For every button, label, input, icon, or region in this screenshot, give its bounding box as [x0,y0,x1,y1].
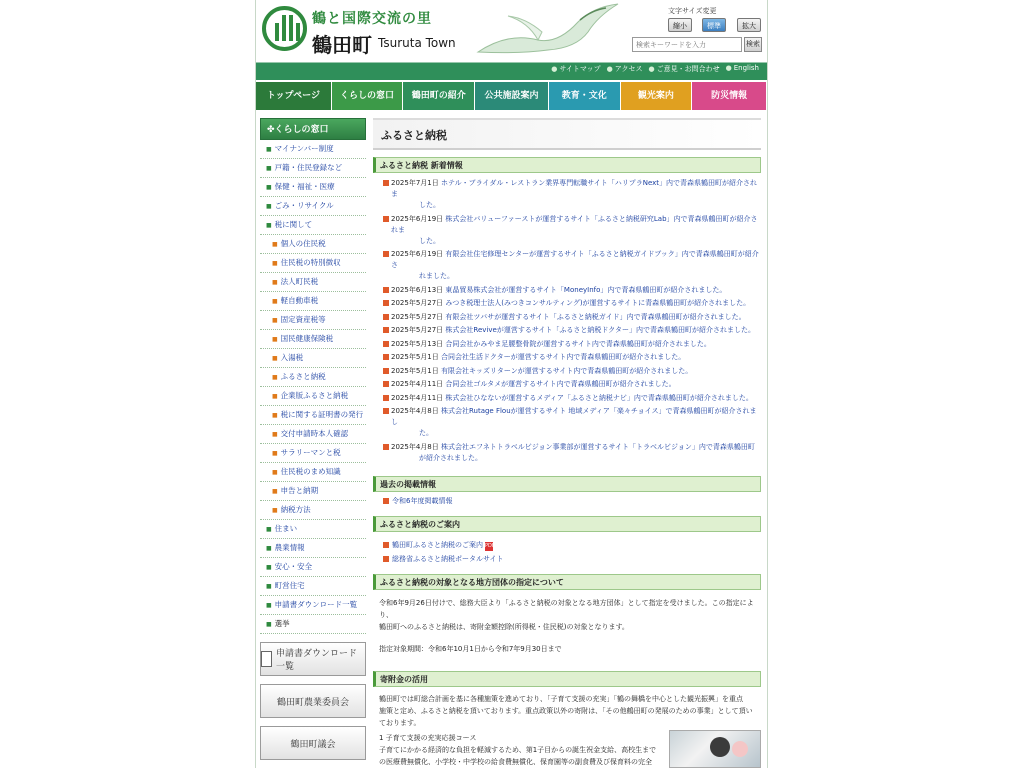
nav-disaster[interactable]: 防災情報 [692,82,767,110]
news-text: 株式会社Reviveが運営するサイト「ふるさと納税ドクター」内で青森県鶴田町が紹介されました。 [445,326,756,334]
square-bullet-icon: ■ [272,488,278,495]
news-item[interactable] [383,214,761,247]
global-nav [256,80,767,110]
news-text: 合同会社生活ドクターが運営するサイト内で青森県鶴田町が紹介されました。 [440,353,686,361]
news-item[interactable] [383,352,761,363]
news-item[interactable] [383,178,761,211]
bullet-icon [383,251,389,257]
fontsize-label: 文字サイズ変更 [668,7,717,15]
site-header [256,0,767,80]
news-text-cont: た。 [419,429,433,437]
sidebar-item-label: 入湯税 [280,353,304,362]
page-container [255,0,768,768]
diamond-icon: ✤ [267,125,275,135]
news-date: 2025年5月27日 [391,299,444,307]
site-name[interactable]: 鶴田町 [312,33,372,57]
bullet-icon [383,395,389,401]
news-text-cont: が紹介されました。 [419,453,482,462]
usage-heading: 寄附金の活用 [373,671,761,687]
square-bullet-icon: ■ [272,469,278,476]
sidebar-item[interactable] [260,159,366,178]
sidebar-item[interactable] [260,463,366,482]
search-button[interactable]: 検索 [744,37,762,52]
nav-living[interactable]: くらしの窓口 [332,82,404,110]
square-bullet-icon: ■ [272,412,278,419]
square-bullet-icon: ■ [272,507,278,514]
sidebar-item-label: 固定資産税等 [280,315,326,324]
sidebar-item[interactable] [260,520,366,539]
sidebar-item-label: マイナンバー制度 [274,144,334,153]
sidebar-item[interactable] [260,235,366,254]
sidebar-item[interactable] [260,406,366,425]
fontsize-large-button[interactable]: 拡大 [737,18,761,32]
bullet-icon [383,341,389,347]
document-icon [261,651,272,667]
news-text: 有限会社住宅修理センターが運営するサイト「ふるさと納税ガイドブック」内で青森県鶴田町が紹介さ [391,250,759,269]
news-text: 合同会社かみやま足腰整骨院が運営するサイト内で青森県鶴田町が紹介されました。 [445,339,711,348]
sidebar-item[interactable] [260,197,366,216]
bullet-icon [383,408,389,414]
square-bullet-icon: ■ [272,450,278,457]
sidebar-list [260,140,366,634]
square-bullet-icon: ■ [272,260,278,267]
news-date: 2025年4月11日 [391,380,444,388]
news-text: 株式会社ひなないが運営するメディア「ふるさと納税ナビ」内で青森県鶴田町が紹介されました。 [445,393,753,402]
news-item[interactable] [383,442,761,464]
pdf-icon: PDF [485,542,495,549]
sidebar-item[interactable] [260,254,366,273]
sidebar-item[interactable] [260,178,366,197]
arrow-icon: ● [606,65,613,73]
sidebar-item-label: 企業版ふるさと納税 [280,391,349,400]
square-bullet-icon: ■ [266,564,272,571]
sidebar-item-label: 税に関する証明書の発行 [280,410,364,419]
bullet-icon [383,216,389,222]
sidebar-item-label: 個人の住民税 [280,239,326,248]
square-bullet-icon: ■ [272,241,278,248]
news-date: 2025年4月8日 [391,407,439,415]
crane-illustration-icon [468,2,628,60]
square-bullet-icon: ■ [266,602,272,609]
sidebar-item[interactable] [260,596,366,615]
square-bullet-icon: ■ [272,431,278,438]
usage-text-line: 施策と定め、ふるさと納税を頂いております。重点政策以外の寄附は、「その他鶴田町の発展のための事業」として頂い [379,706,753,715]
sitemap-link[interactable]: ● サイトマップ [551,65,601,73]
sidebar-item-label: 税に関して [274,220,313,229]
news-date: 2025年5月13日 [391,339,444,348]
designation-heading: ふるさと納税の対象となる地方団体の指定について [373,574,761,590]
news-date: 2025年5月1日 [391,366,439,375]
agriculture-committee-banner[interactable]: 鶴田町農業委員会 [260,684,366,718]
header-links [551,64,759,74]
news-item[interactable] [383,312,761,323]
square-bullet-icon: ■ [272,317,278,324]
usage-text-line: 鶴田町では町総合計画を基に各種施策を進めており、「子育て支援の充実」「鶴の舞橋を中心とした観光振興」を重点 [379,694,743,703]
square-bullet-icon: ■ [266,222,272,229]
news-text: 東晶貿易株式会社が運営するサイト「MoneyInfo」内で青森県鶴田町が紹介されました。 [445,285,727,294]
sidebar-item-label: 安心・安全 [274,562,313,571]
news-item[interactable] [383,339,761,350]
news-text: 株式会社Rutage Flouが運営するサイト 地域メディア「楽々チョイス」で青森県鶴田町が紹介されまし [391,407,757,426]
news-text-cont: れました。 [419,272,454,280]
sidebar-item[interactable] [260,387,366,406]
bullet-icon [383,381,389,387]
news-date: 2025年6月19日 [391,250,444,258]
site-name-en[interactable]: Tsuruta Town [378,36,456,50]
town-assembly-banner[interactable]: 鶴田町議会 [260,726,366,760]
download-banner[interactable]: 申請書ダウンロード一覧 [260,642,366,676]
sidebar-item-label: 申告と納期 [280,486,319,495]
fontsize-small-button[interactable]: 縮小 [668,18,692,32]
news-text: 有限会社キッズリターンが運営するサイト内で青森県鶴田町が紹介されました。 [440,366,693,375]
news-heading: ふるさと納税 新着情報 [373,157,761,173]
town-logo-icon[interactable] [262,6,307,51]
news-date: 2025年6月19日 [391,214,444,223]
sidebar-item-label: 法人町民税 [280,277,319,286]
sidebar-item-label: 住民税のまめ知識 [280,467,341,476]
sidebar-item[interactable] [260,615,366,634]
sidebar-item-label: ふるさと納税 [280,372,326,381]
arrow-icon: ● [551,65,558,73]
news-item[interactable] [383,249,761,282]
news-text: みつき税理士法人(みつきコンサルティング)が運営するサイトに青森県鶴田町が紹介されました。 [445,299,751,307]
page-title: ふるさと納税 [373,118,761,150]
site-tagline: 鶴と国際交流の里 [312,11,432,27]
designation-period: 指定対象期間：令和6年10月1日から令和7年9月30日まで [379,644,562,653]
course-text-line: 子育てにかかる経済的な負担を軽減するため、第1子目からの誕生祝金支給、高校生まで [379,745,657,754]
news-text: 合同会社ゴルタメが運営するサイト内で青森県鶴田町が紹介されました。 [445,380,676,388]
sidebar-item[interactable] [260,558,366,577]
sidebar-item[interactable] [260,444,366,463]
nav-top[interactable]: トップページ [256,82,332,110]
sidebar-item[interactable] [260,216,366,235]
news-date: 2025年5月27日 [391,326,444,334]
sidebar-item-label: 国民健康保険税 [280,334,334,343]
sidebar-item-label: ごみ・リサイクル [274,201,334,210]
square-bullet-icon: ■ [266,545,272,552]
course-text-line: の医療費無償化、小学校・中学校の給食費無償化、保育園等の副食費及び保育料の完全 [379,757,652,766]
news-item[interactable] [383,325,761,336]
nav-facilities[interactable]: 公共施設案内 [475,82,549,110]
news-item[interactable] [383,366,761,377]
bullet-icon [383,368,389,374]
sidebar [260,118,366,760]
contact-link[interactable]: ● ご意見・お問合わせ [648,65,720,73]
square-bullet-icon: ■ [266,526,272,533]
news-text: 有限会社ツバサが運営するサイト「ふるさと納税ガイド」内で青森県鶴田町が紹介されました。 [445,312,746,321]
designation-text [373,590,761,655]
news-text-cont: した。 [419,236,440,245]
news-date: 2025年6月13日 [391,285,444,294]
fontsize-standard-button[interactable]: 標準 [702,18,726,32]
sidebar-item-label: サラリーマンと税 [280,448,341,457]
nav-education[interactable]: 教育・文化 [549,82,621,110]
news-text: 株式会社バリューファーストが運営するサイト「ふるさと納税研究Lab」内で青森県鶴田町が紹介されま [391,214,758,234]
sidebar-item[interactable] [260,501,366,520]
news-text: 株式会社エフネトトラベルビジョン事業部が運営するサイト「トラベルビジョン」内で青森県鶴田町 [440,442,755,451]
news-item[interactable] [383,285,761,296]
square-bullet-icon: ■ [272,393,278,400]
nav-tourism[interactable]: 観光案内 [621,82,693,110]
guide-heading: ふるさと納税のご案内 [373,516,761,532]
news-text-cont: した。 [419,201,440,209]
sidebar-item-label: 住まい [274,524,298,533]
sidebar-item-label: 申請書ダウンロード一覧 [274,600,358,609]
arrow-icon: ● [648,65,655,73]
square-bullet-icon: ■ [272,374,278,381]
main-content [373,118,761,768]
bullet-icon [383,542,389,548]
sidebar-item[interactable] [260,539,366,558]
sidebar-item[interactable] [260,349,366,368]
news-item[interactable] [383,298,761,309]
access-link[interactable]: ● アクセス [606,65,643,73]
nav-town-intro[interactable]: 鶴田町の紹介 [403,82,475,110]
bullet-icon [383,180,389,186]
bullet-icon [383,556,389,562]
sidebar-item-label: 戸籍・住民登録など [274,163,343,172]
past-link[interactable]: 令和6年度掲載情報 [373,492,761,509]
course-title: 1 子育て支援の充実応援コース [379,733,477,742]
sidebar-item-label: 町営住宅 [274,581,305,590]
search-input[interactable] [632,37,742,52]
news-date: 2025年5月1日 [391,353,439,361]
square-bullet-icon: ■ [272,355,278,362]
bullet-icon [383,300,389,306]
sidebar-item-label: 住民税の特別徴収 [280,258,341,267]
news-text: ホテル・ブライダル・レストラン業界専門転職サイト「ハリプラNext」内で青森県鶴田町が紹介されま [391,179,758,198]
sidebar-item-label: 交付申請時本人確認 [280,429,349,438]
square-bullet-icon: ■ [266,621,272,628]
news-item[interactable] [383,393,761,404]
news-date: 2025年4月8日 [391,442,439,451]
square-bullet-icon: ■ [272,279,278,286]
sidebar-item-label: 選挙 [274,619,290,628]
news-date: 2025年7月1日 [391,179,439,187]
designation-text-line: 令和6年9月26日付けで、総務大臣より「ふるさと納税の対象となる地方団体」として指定を受けました。この指定により、 [379,598,754,619]
square-bullet-icon: ■ [266,583,272,590]
sidebar-item[interactable] [260,368,366,387]
news-date: 2025年4月11日 [391,393,444,402]
sidebar-item[interactable] [260,330,366,349]
sidebar-item[interactable] [260,273,366,292]
sidebar-item-label: 納税方法 [280,505,311,514]
bullet-icon [383,444,389,450]
sidebar-item[interactable] [260,292,366,311]
square-bullet-icon: ■ [272,336,278,343]
square-bullet-icon: ■ [272,298,278,305]
childcare-photo [669,730,761,768]
news-date: 2025年5月27日 [391,312,444,321]
english-link[interactable]: ● English [725,64,759,72]
news-list [373,173,761,464]
square-bullet-icon: ■ [266,184,272,191]
sidebar-item[interactable] [260,577,366,596]
arrow-icon: ● [725,64,732,72]
sidebar-item[interactable] [260,140,366,159]
square-bullet-icon: ■ [266,203,272,210]
sidebar-item-label: 保健・福祉・医療 [274,182,335,191]
sidebar-item[interactable] [260,482,366,501]
guide-link-portal[interactable]: 総務省ふるさと納税ポータルサイト [373,553,761,567]
sidebar-item-label: 農業情報 [274,543,305,552]
square-bullet-icon: ■ [266,146,272,153]
news-item[interactable] [383,379,761,390]
guide-link-pdf[interactable]: 鶴田町ふるさと納税のご案内 PDF [373,532,761,553]
bullet-icon [383,354,389,360]
bullet-icon [383,327,389,333]
sidebar-item-label: 軽自動車税 [280,296,319,305]
sidebar-item[interactable] [260,425,366,444]
square-bullet-icon: ■ [266,165,272,172]
sidebar-title: ✤くらしの窓口 [260,118,366,140]
sidebar-item[interactable] [260,311,366,330]
usage-text-line: ております。 [379,718,421,727]
past-heading: 過去の掲載情報 [373,476,761,492]
bullet-icon [383,314,389,320]
bullet-icon [383,287,389,293]
designation-text-line: 鶴田町へのふるさと納税は、寄附金額控除(所得税・住民税)の対象となります。 [379,622,629,631]
news-item[interactable] [383,406,761,439]
bullet-icon [383,498,389,504]
